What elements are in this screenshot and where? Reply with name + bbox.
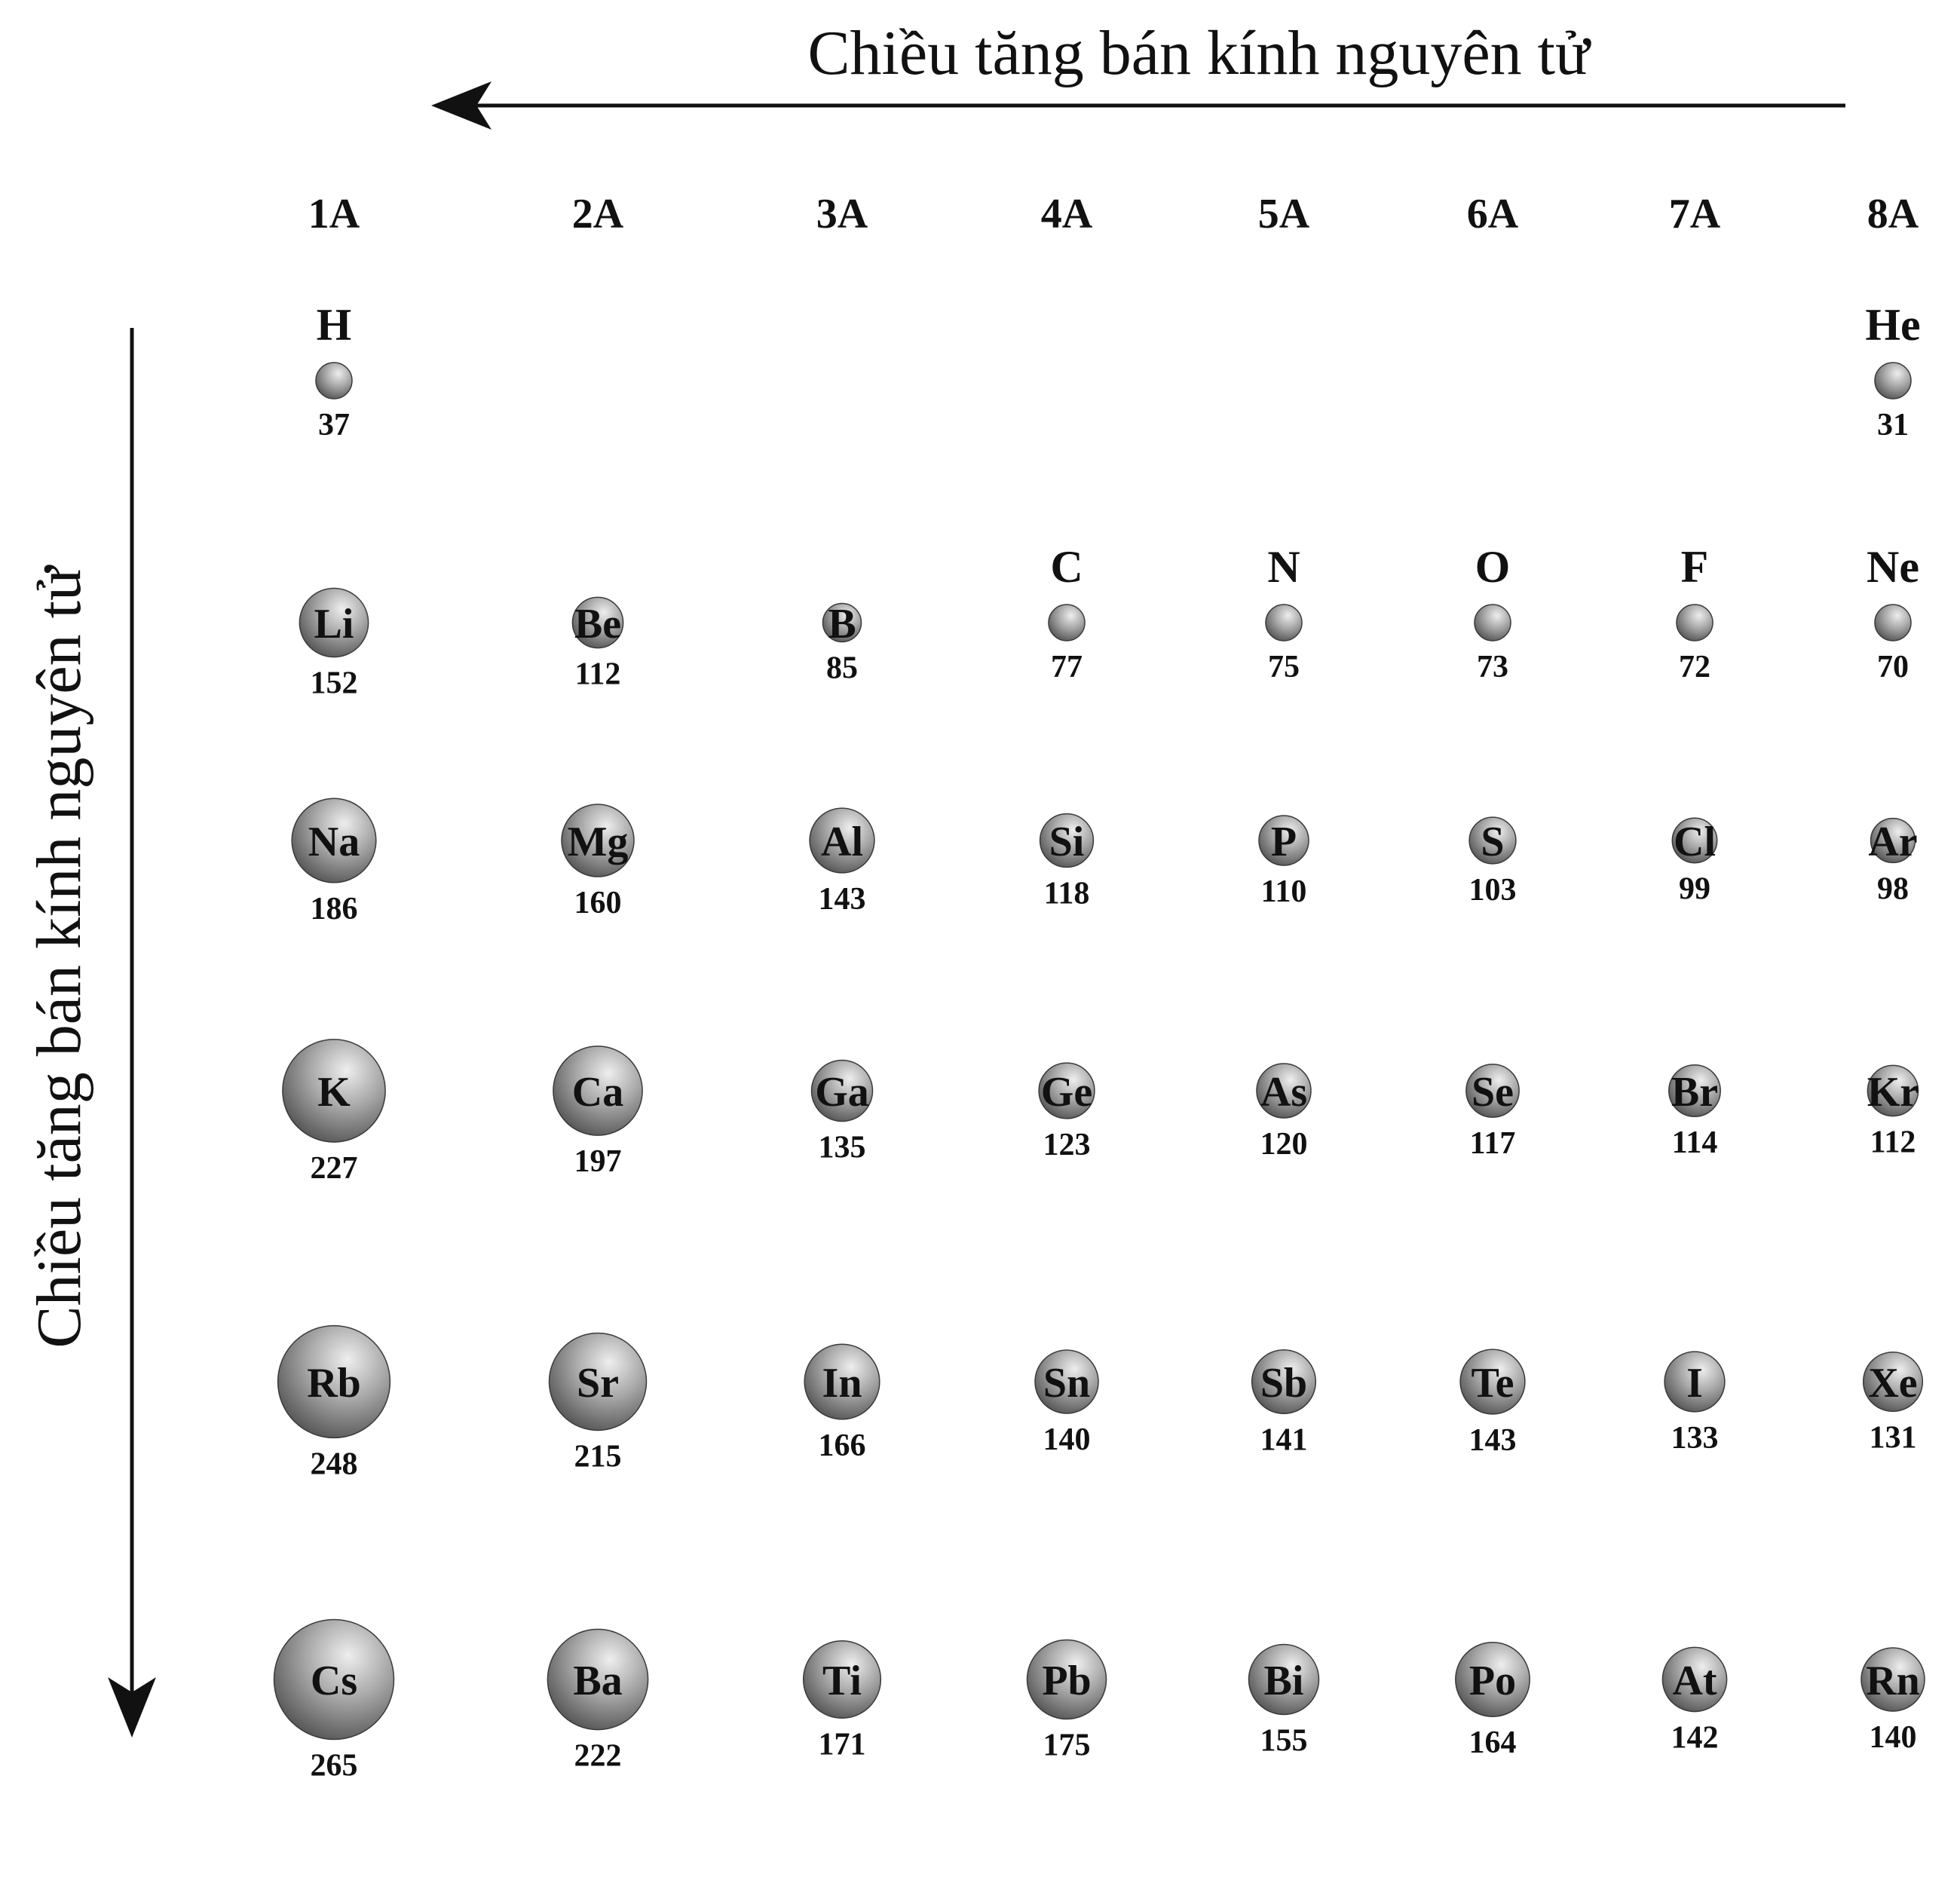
radius-value: 72 [1679,650,1710,684]
element-po [1456,1643,1530,1760]
radius-value: 123 [1043,1127,1091,1162]
radius-value: 140 [1869,1720,1917,1755]
radius-value: 98 [1877,871,1909,907]
element-symbol: Li [314,601,354,648]
element-symbol: At [1672,1658,1717,1704]
element-ba [547,1629,648,1773]
element-symbol: Ca [571,1069,624,1116]
radius-value: 70 [1877,650,1909,684]
element-symbol: Si [1049,819,1085,865]
element-symbol: K [317,1069,351,1116]
horizontal-title: Chiều tăng bán kính nguyên tử [807,18,1590,88]
element-li [299,588,368,700]
element-mg [562,804,634,920]
element-symbol: Mg [567,819,629,865]
radius-value: 99 [1679,871,1710,907]
element-sr [550,1333,647,1474]
element-symbol: In [822,1360,862,1407]
radius-value: 75 [1268,650,1300,684]
sphere-c [1049,605,1085,641]
sphere-f [1677,605,1713,641]
group-header-4a: 4A [1040,191,1093,237]
element-symbol: Po [1468,1658,1517,1704]
sphere-o [1475,605,1511,641]
element-ti [804,1641,881,1762]
radius-value: 142 [1671,1720,1719,1756]
radius-value: 120 [1260,1127,1308,1162]
element-symbol: Rn [1866,1658,1920,1704]
radius-value: 133 [1671,1420,1719,1456]
element-se [1466,1064,1519,1161]
radius-value: 265 [310,1748,358,1783]
element-symbol: P [1270,819,1297,865]
element-symbol: Ba [573,1658,623,1704]
element-ga [812,1061,873,1165]
element-symbol: Pb [1042,1658,1092,1704]
radius-value: 248 [310,1447,358,1482]
element-kr [1867,1065,1919,1159]
element-symbol: Cs [310,1658,358,1704]
radius-value: 164 [1468,1725,1517,1761]
vertical-title: Chiều tăng bán kính nguyên tử [24,566,94,1349]
element-f [1677,542,1713,684]
element-symbol: Te [1471,1360,1514,1407]
radius-value: 175 [1043,1728,1091,1763]
radius-value: 222 [574,1738,622,1774]
element-ar [1868,819,1917,907]
radius-value: 103 [1468,872,1517,908]
radius-value: 166 [818,1428,866,1463]
element-symbol: Sr [577,1360,619,1407]
element-o [1475,542,1511,684]
element-s [1469,817,1517,908]
radius-value: 140 [1043,1422,1091,1457]
element-symbol: As [1260,1069,1308,1116]
element-ca [553,1046,642,1179]
element-al [810,808,874,917]
element-br [1669,1065,1720,1160]
element-symbol: Cl [1674,819,1716,865]
radius-value: 112 [574,657,621,692]
element-sb [1252,1350,1316,1458]
element-symbol: Rb [307,1360,361,1407]
radius-value: 118 [1043,876,1090,911]
vertical-arrow-icon [108,328,156,1738]
group-header-7a: 7A [1668,191,1721,237]
group-header-8a: 8A [1867,191,1919,237]
group-header-3a: 3A [816,191,868,237]
radius-value: 73 [1477,650,1508,684]
element-cs [274,1620,394,1783]
radius-value: 114 [1671,1125,1718,1161]
element-symbol: Sn [1043,1360,1091,1407]
element-k [283,1039,385,1186]
element-h [316,300,352,442]
sphere-ne [1875,605,1911,641]
element-cl [1672,818,1717,906]
radius-value: 215 [574,1439,622,1474]
element-symbol: Br [1671,1069,1719,1116]
element-symbol: B [828,601,856,648]
element-symbol: Kr [1867,1069,1919,1116]
element-bi [1249,1645,1319,1759]
element-he [1865,300,1920,442]
radius-value: 171 [818,1727,866,1762]
radius-value: 143 [1468,1422,1517,1458]
radius-value: 112 [1870,1125,1916,1160]
sphere-he [1875,363,1911,399]
element-symbol: H [316,300,352,350]
radius-value: 227 [310,1151,358,1186]
group-header-1a: 1A [308,191,360,237]
radius-value: 160 [574,886,622,920]
element-symbol: I [1686,1360,1703,1407]
element-n [1266,542,1302,684]
element-symbol: C [1050,542,1083,592]
element-symbol: Sb [1260,1360,1308,1407]
element-symbol: N [1267,542,1300,592]
element-symbol: Xe [1868,1360,1918,1407]
element-te [1460,1349,1525,1458]
radius-value: 37 [318,408,350,442]
element-c [1049,542,1085,684]
element-symbol: Bi [1263,1658,1304,1704]
group-header-5a: 5A [1257,191,1310,237]
element-as [1257,1064,1311,1162]
element-rb [278,1326,390,1482]
group-header-6a: 6A [1466,191,1519,237]
elements-layer [274,300,1925,1783]
radius-value: 141 [1260,1422,1308,1458]
element-symbol: Al [821,819,863,865]
group-headers [308,191,1919,237]
element-at [1662,1647,1726,1755]
element-ge [1039,1063,1095,1162]
element-symbol: Na [308,819,360,865]
element-xe [1864,1352,1923,1456]
radius-value: 117 [1469,1126,1516,1162]
radius-value: 77 [1051,650,1083,684]
element-rn [1861,1648,1925,1755]
radius-value: 85 [826,651,858,686]
element-na [292,798,376,926]
element-symbol: Ti [822,1658,862,1704]
radius-value: 143 [818,881,866,917]
element-symbol: Ar [1868,819,1918,865]
element-p [1259,816,1309,909]
element-symbol: Be [574,601,622,648]
element-sn [1035,1350,1098,1457]
element-symbol: Ga [815,1069,869,1116]
sphere-n [1266,605,1302,641]
element-symbol: F [1680,542,1709,592]
element-si [1040,814,1094,911]
element-symbol: He [1865,300,1921,350]
radius-value: 152 [310,666,358,701]
radius-value: 197 [574,1144,622,1180]
sphere-h [316,363,352,399]
radius-value: 110 [1260,874,1307,909]
element-symbol: Ne [1867,542,1919,592]
element-ne [1867,542,1919,684]
element-pb [1027,1640,1107,1763]
radius-value: 155 [1260,1723,1308,1759]
element-be [572,597,623,691]
radius-value: 31 [1877,408,1909,442]
group-header-2a: 2A [571,191,624,237]
element-symbol: S [1481,819,1505,865]
element-symbol: O [1475,542,1511,592]
radius-value: 186 [310,891,358,926]
element-in [804,1344,880,1463]
horizontal-arrow-icon [431,81,1845,130]
radius-value: 131 [1869,1420,1917,1456]
element-i [1664,1352,1725,1456]
element-b [823,601,862,686]
element-symbol: Ge [1040,1069,1093,1116]
element-symbol: Se [1472,1069,1514,1116]
radius-value: 135 [818,1130,866,1165]
